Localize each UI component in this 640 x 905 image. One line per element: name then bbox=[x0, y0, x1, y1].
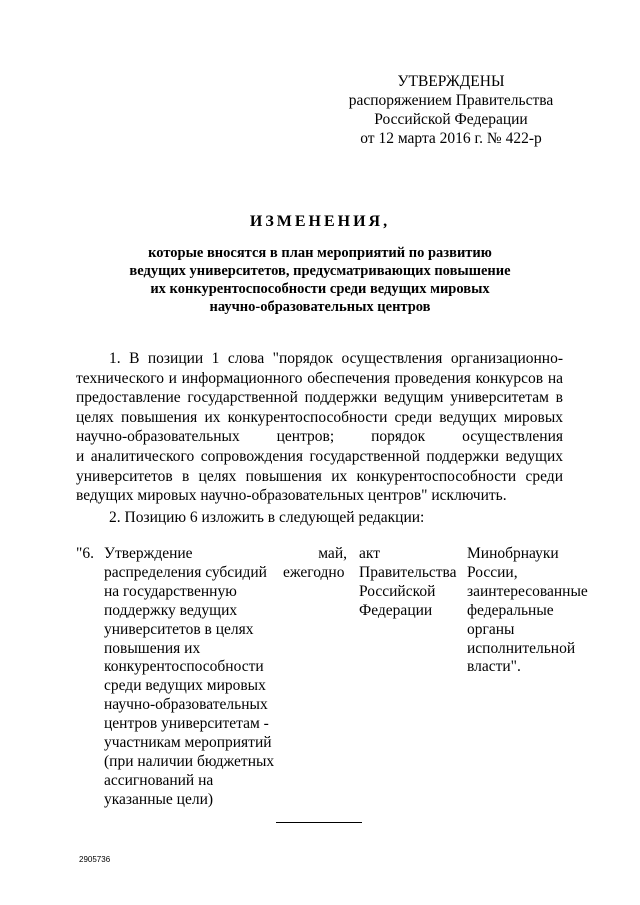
responsible-line: исполнительной bbox=[467, 639, 576, 657]
document-subtitle bbox=[100, 244, 540, 316]
paragraph-line: 2. Позицию 6 изложить в следующей редакции: bbox=[109, 509, 425, 526]
approval-date-number: от 12 марта 2016 г. № 422-р bbox=[360, 130, 542, 147]
approval-title: УТВЕРЖДЕНЫ bbox=[397, 73, 505, 90]
action-line: среди ведущих мировых bbox=[104, 677, 266, 695]
paragraph-line: технического и информационного обеспечения проведения конкурсов на bbox=[76, 369, 563, 387]
subtitle-line: научно-образовательных центров bbox=[209, 299, 431, 315]
paragraph-line: и аналитического сопровождения государственной поддержки ведущих bbox=[76, 447, 563, 465]
action-line: участникам мероприятий bbox=[104, 734, 272, 752]
responsible-line: России, bbox=[467, 563, 518, 581]
paragraph-line: ведущих мировых научно-образовательных центров" исключить. bbox=[76, 487, 507, 505]
approval-issuer-country: Российской Федерации bbox=[374, 111, 528, 128]
position-number bbox=[76, 545, 94, 564]
position-number-text: "6. bbox=[76, 545, 94, 562]
action-line: научно-образовательных bbox=[104, 696, 268, 714]
paragraph-line: предоставление государственной поддержки ведущим университетам в bbox=[76, 389, 563, 407]
action-line: центров университетам - bbox=[104, 715, 269, 733]
document-title: ИЗМЕНЕНИЯ, bbox=[249, 213, 391, 230]
end-divider bbox=[276, 822, 362, 823]
responsible-line: власти". bbox=[467, 658, 521, 676]
paragraph-line: 1. В позиции 1 слова "порядок осуществления организационно- bbox=[109, 350, 563, 367]
action-line: (при наличии бюджетных bbox=[104, 752, 275, 770]
action-line: Утверждение bbox=[104, 545, 193, 562]
responsible-line: заинтересованные bbox=[467, 582, 588, 600]
paragraph-line: университетов в целях повышения их конкурентоспособности среди bbox=[76, 467, 563, 485]
action-line: конкурентоспособности bbox=[104, 658, 264, 676]
document-code: 2905736 bbox=[79, 855, 111, 864]
responsible-line: органы bbox=[467, 620, 515, 638]
action-line: распределения субсидий bbox=[104, 563, 267, 581]
paragraph-line: целях повышения их конкурентоспособности среди ведущих мировых bbox=[76, 408, 563, 426]
form-line: Федерации bbox=[359, 601, 433, 619]
action-line: повышения их bbox=[104, 639, 201, 657]
action-line: указанные цели) bbox=[104, 790, 214, 808]
term-line: май, bbox=[318, 545, 347, 562]
action-line: ассигнований на bbox=[104, 771, 214, 789]
action-line: на государственную bbox=[104, 582, 237, 600]
paragraph-line: научно-образовательных центров; порядок осуществления bbox=[76, 428, 563, 446]
approval-stamp bbox=[340, 72, 562, 148]
position-form-cell bbox=[359, 545, 457, 621]
form-line: Правительства bbox=[359, 563, 457, 581]
responsible-line: федеральные bbox=[467, 601, 554, 619]
subtitle-line: которые вносятся в план мероприятий по развитию bbox=[148, 245, 492, 261]
term-line: ежегодно bbox=[283, 563, 345, 581]
form-line: акт bbox=[359, 545, 380, 562]
subtitle-line: ведущих университетов, предусматривающих повышение bbox=[129, 263, 511, 279]
position-responsible-cell bbox=[467, 545, 588, 677]
form-line: Российской bbox=[359, 582, 436, 600]
position-term-cell bbox=[283, 545, 347, 583]
approval-issuer: распоряжением Правительства bbox=[348, 92, 554, 109]
action-line: поддержку ведущих bbox=[104, 601, 238, 619]
responsible-line: Минобрнауки bbox=[467, 545, 559, 562]
position-action-cell bbox=[104, 545, 274, 810]
paragraph-2 bbox=[76, 508, 563, 528]
subtitle-line: их конкурентоспособности среди ведущих мировых bbox=[150, 281, 490, 297]
action-line: университетов в целях bbox=[104, 620, 254, 638]
paragraph-1 bbox=[76, 349, 563, 506]
